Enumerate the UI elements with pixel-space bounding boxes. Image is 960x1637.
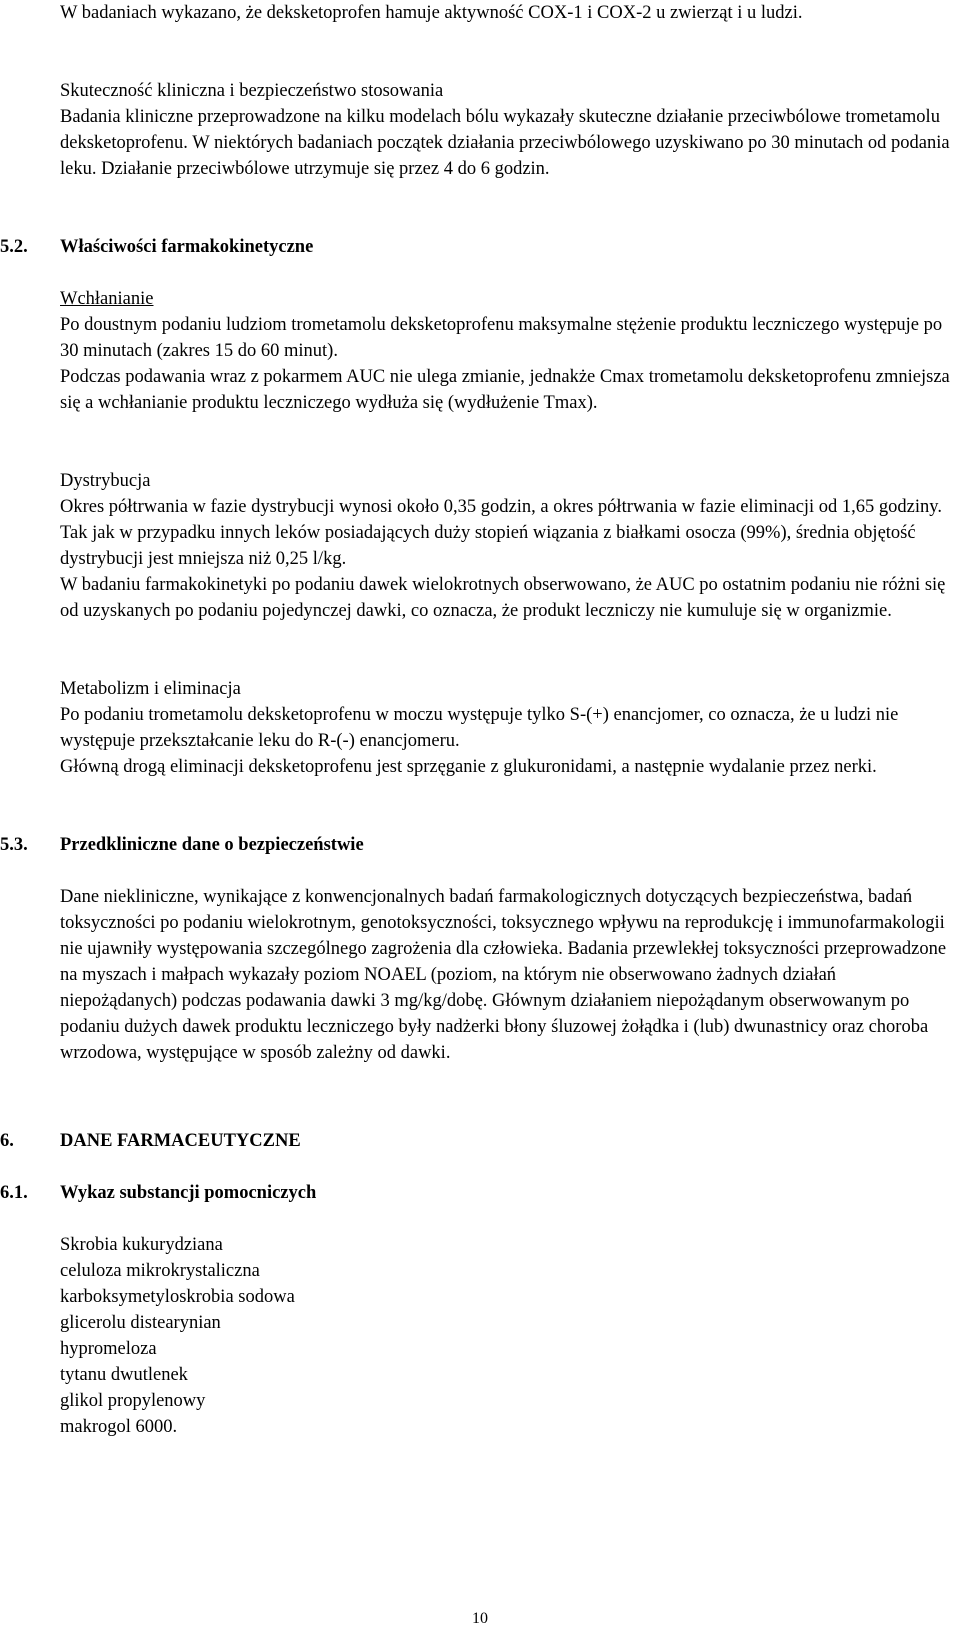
metabolism-paragraph-1: Po podaniu trometamolu deksketoprofenu w moczu występuje tylko S-(+) enancjomer, co oznacza, że u ludzi nie występuje przekształcanie leku do R-(-) enancjomeru. <box>60 705 899 751</box>
efficacy-title: Skuteczność kliniczna i bezpieczeństwo stosowania <box>60 81 444 101</box>
list-item: tytanu dwutlenek <box>60 1365 188 1385</box>
section-6-1-heading <box>0 1180 950 1206</box>
section-5-2-number: 5.2. <box>0 237 28 257</box>
section-6-1-title: Wykaz substancji pomocniczych <box>60 1183 317 1203</box>
section-5-3-heading <box>0 832 950 858</box>
list-item: celuloza mikrokrystaliczna <box>60 1261 260 1281</box>
list-item: Skrobia kukurydziana <box>60 1235 223 1255</box>
list-item: hypromeloza <box>60 1339 157 1359</box>
section-5-2-heading <box>0 234 950 260</box>
section-5-2-title: Właściwości farmakokinetyczne <box>60 237 314 257</box>
metabolism-title: Metabolizm i eliminacja <box>60 679 241 699</box>
intro-paragraph: W badaniach wykazano, że deksketoprofen hamuje aktywność COX-1 i COX-2 u zwierząt i u ludzi. <box>60 3 803 23</box>
list-item: glicerolu distearynian <box>60 1313 221 1333</box>
metabolism-section <box>60 676 950 780</box>
absorption-paragraph-2: Podczas podawania wraz z pokarmem AUC nie ulega zmianie, jednakże Cmax trometamolu deksketoprofenu zmniejsza się a wchłanianie produktu leczniczego wydłuża się (wydłużenie Tmax). <box>60 367 950 413</box>
absorption-title: Wchłanianie <box>60 289 154 309</box>
section-5-3-number: 5.3. <box>0 835 28 855</box>
section-6-heading <box>0 1128 950 1154</box>
preclinical-text: Dane niekliniczne, wynikające z konwencjonalnych badań farmakologicznych dotyczących bezpieczeństwa, badań toksyczności po podaniu wielokrotnym, genotoksyczności, toksycznego wpływu na reprodukcję i immunofarmakologii nie ujawniły występowania szczególnego zagrożenia dla człowieka. Badania przewlekłej toksyczności przeprowadzone na myszach i małpach wykazały poziom NOAEL (poziom, na którym nie obserwowano żadnych działań niepożądanych) podczas podawania dawki 3 mg/kg/dobę. Głównym działaniem niepożądanym obserwowanym po podaniu dużych dawek produktu leczniczego były nadżerki błony śluzowej żołądka i (lub) dwunastnicy oraz choroba wrzodowa, występujące w sposób zależny od dawki. <box>60 887 947 1063</box>
excipients-list <box>60 1232 950 1440</box>
list-item: karboksymetyloskrobia sodowa <box>60 1287 295 1307</box>
list-item: glikol propylenowy <box>60 1391 206 1411</box>
page-number: 10 <box>472 1610 488 1627</box>
section-5-3-title: Przedkliniczne dane o bezpieczeństwie <box>60 835 364 855</box>
distribution-title: Dystrybucja <box>60 471 151 491</box>
list-item: makrogol 6000. <box>60 1417 178 1437</box>
metabolism-paragraph-2: Główną drogą eliminacji deksketoprofenu jest sprzęganie z glukuronidami, a następnie wydalanie przez nerki. <box>60 757 877 777</box>
section-6-1-number: 6.1. <box>0 1183 28 1203</box>
distribution-paragraph-1: Okres półtrwania w fazie dystrybucji wynosi około 0,35 godzin, a okres półtrwania w fazie eliminacji od 1,65 godziny. Tak jak w przypadku innych leków posiadających duży stopień wiązania z białkami osocza (99%), średnia objętość dystrybucji jest mniejsza niż 0,25 l/kg. <box>60 497 942 569</box>
efficacy-section <box>60 78 950 182</box>
absorption-paragraph-1: Po doustnym podaniu ludziom trometamolu deksketoprofenu maksymalne stężenie produktu leczniczego występuje po 30 minutach (zakres 15 do 60 minut). <box>60 315 943 361</box>
efficacy-text: Badania kliniczne przeprowadzone na kilku modelach bólu wykazały skuteczne działanie przeciwbólowe trometamolu deksketoprofenu. W niektórych badaniach początek działania przeciwbólowego uzyskiwano po 30 minutach od podania leku. Działanie przeciwbólowe utrzymuje się przez 4 do 6 godzin. <box>60 107 950 179</box>
distribution-section <box>60 468 950 624</box>
section-6-title: DANE FARMACEUTYCZNE <box>60 1131 301 1151</box>
absorption-section <box>60 286 950 416</box>
distribution-paragraph-2: W badaniu farmakokinetyki po podaniu dawek wielokrotnych obserwowano, że AUC po ostatnim podaniu nie różni się od uzyskanych po podaniu pojedynczej dawki, co oznacza, że produkt leczniczy nie kumuluje się w organizmie. <box>60 575 946 621</box>
section-6-number: 6. <box>0 1131 14 1151</box>
